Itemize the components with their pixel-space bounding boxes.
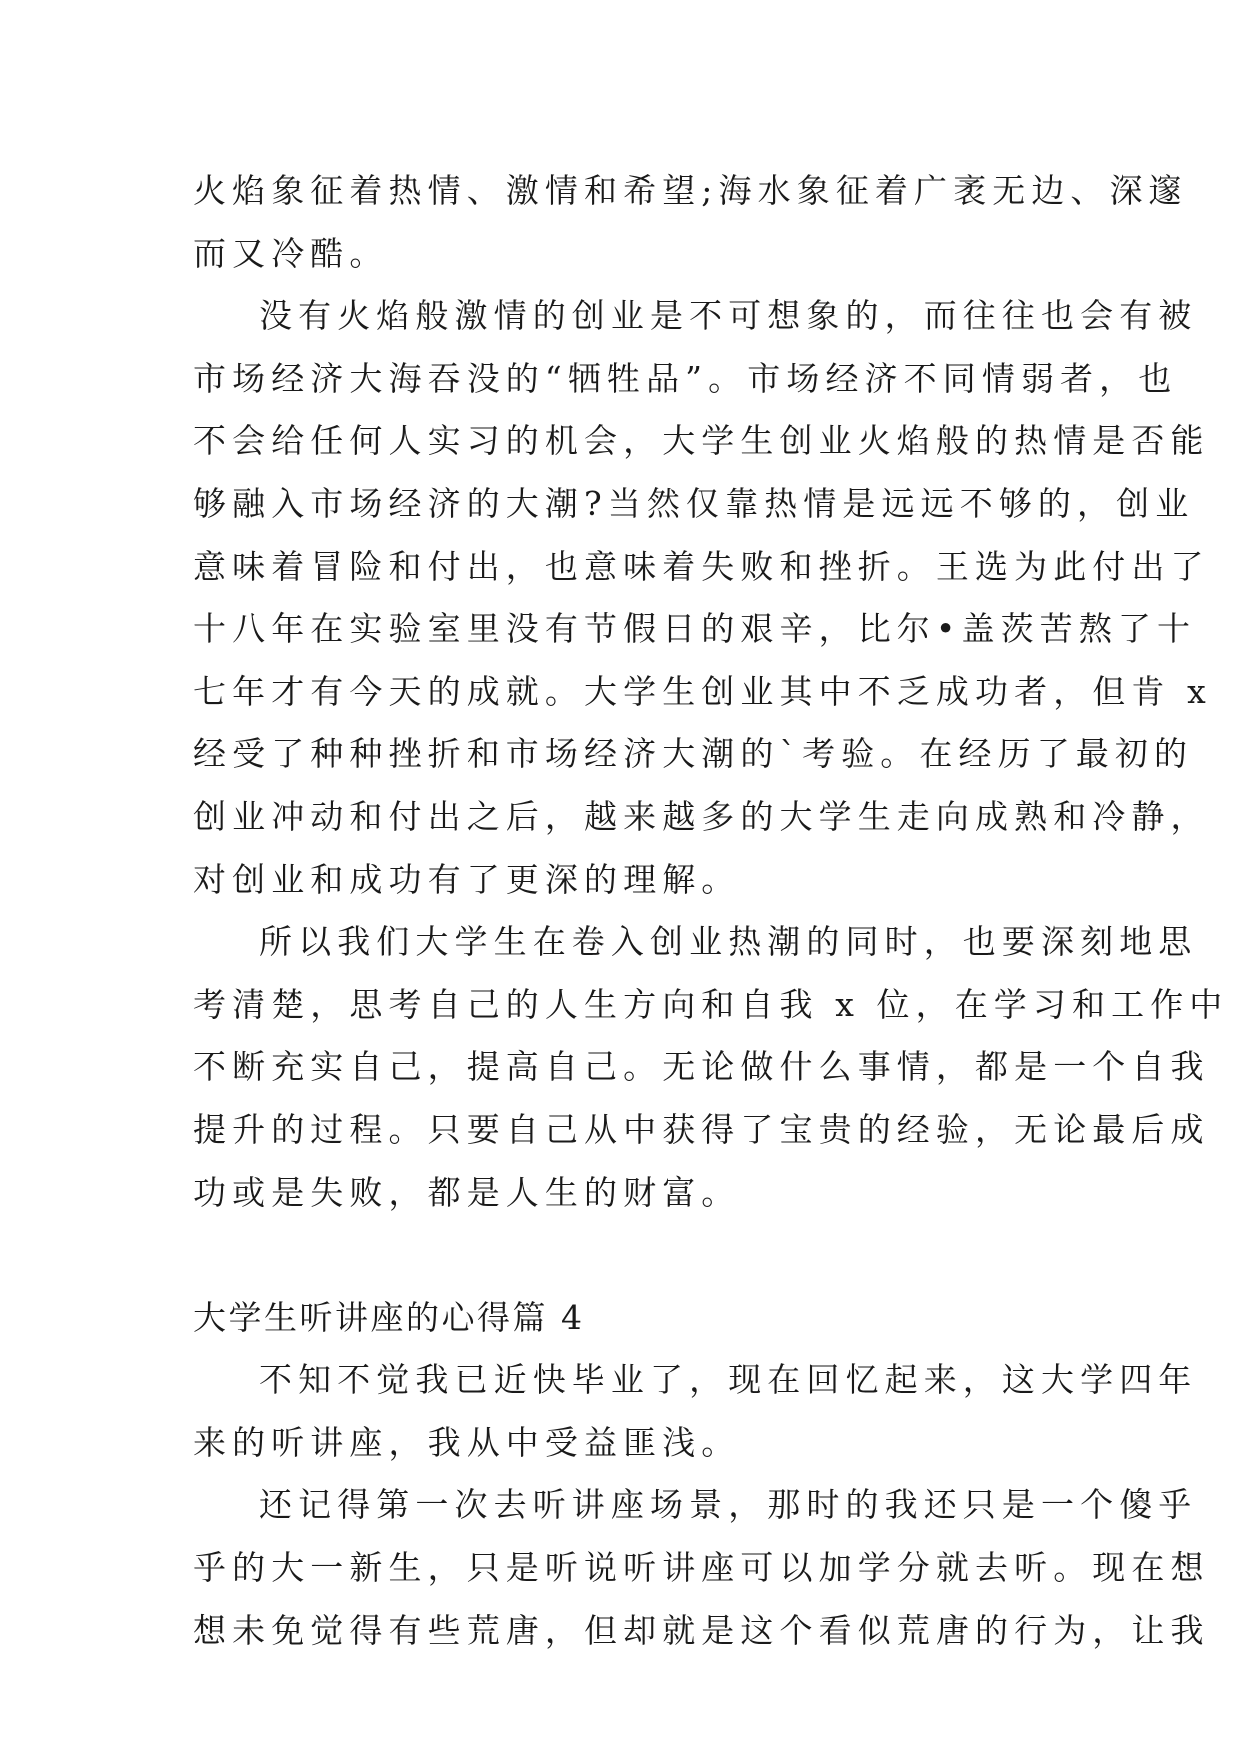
text-line: 功或是失败，都是人生的财富。 — [193, 1172, 741, 1212]
text-line: 想未免觉得有些荒唐，但却就是这个看似荒唐的行为，让我 — [193, 1610, 1210, 1650]
text-line: 火焰象征着热情、激情和希望;海水象征着广袤无边、深邃 — [193, 171, 1188, 210]
document-page — [193, 160, 1229, 1662]
text-line: 经受了种种挫折和市场经济大潮的`考验。在经历了最初的 — [193, 734, 1194, 774]
text-line: 七年才有今天的成就。大学生创业其中不乏成功者，但肯 x — [193, 671, 1212, 711]
text-line: 够融入市场经济的大潮?当然仅靠热情是远远不够的，创业 — [193, 483, 1195, 523]
text-line: 意味着冒险和付出，也意味着失败和挫折。王选为此付出了 — [193, 546, 1210, 586]
text-line: 对创业和成功有了更深的理解。 — [193, 859, 741, 899]
text-line: 而又冷酷。 — [193, 233, 389, 273]
text-line: 不会给任何人实习的机会，大学生创业火焰般的热情是否能 — [193, 421, 1210, 461]
text-line: 十八年在实验室里没有节假日的艰辛，比尔•盖茨苦熬了十 — [193, 609, 1197, 649]
text-line: 考清楚，思考自己的人生方向和自我 x 位，在学习和工作中 — [193, 984, 1229, 1024]
paragraph-3 — [193, 911, 1229, 1224]
text-line: 乎的大一新生，只是听说听讲座可以加学分就去听。现在想 — [193, 1548, 1210, 1588]
paragraph-4 — [193, 1349, 1198, 1474]
text-line: 没有火焰般激情的创业是不可想象的，而往往也会有被 — [259, 296, 1198, 336]
section-heading: 大学生听讲座的心得篇 4 — [193, 1297, 585, 1337]
text-line: 来的听讲座，我从中受益匪浅。 — [193, 1422, 741, 1462]
text-line: 提升的过程。只要自己从中获得了宝贵的经验，无论最后成 — [193, 1109, 1210, 1149]
paragraph-2 — [193, 285, 1212, 911]
paragraph-5 — [193, 1474, 1210, 1662]
text-line: 还记得第一次去听讲座场景，那时的我还只是一个傻乎 — [259, 1485, 1198, 1525]
paragraph-1 — [193, 160, 1188, 285]
text-line: 创业冲动和付出之后，越来越多的大学生走向成熟和冷静， — [193, 796, 1210, 836]
text-line: 不断充实自己，提高自己。无论做什么事情，都是一个自我 — [193, 1047, 1210, 1087]
section-gap — [193, 1224, 1063, 1287]
text-line: 市场经济大海吞没的“牺牲品”。市场经济不同情弱者，也 — [193, 358, 1178, 398]
text-line: 所以我们大学生在卷入创业热潮的同时，也要深刻地思 — [259, 922, 1198, 962]
text-line: 不知不觉我已近快毕业了，现在回忆起来，这大学四年 — [259, 1360, 1198, 1400]
